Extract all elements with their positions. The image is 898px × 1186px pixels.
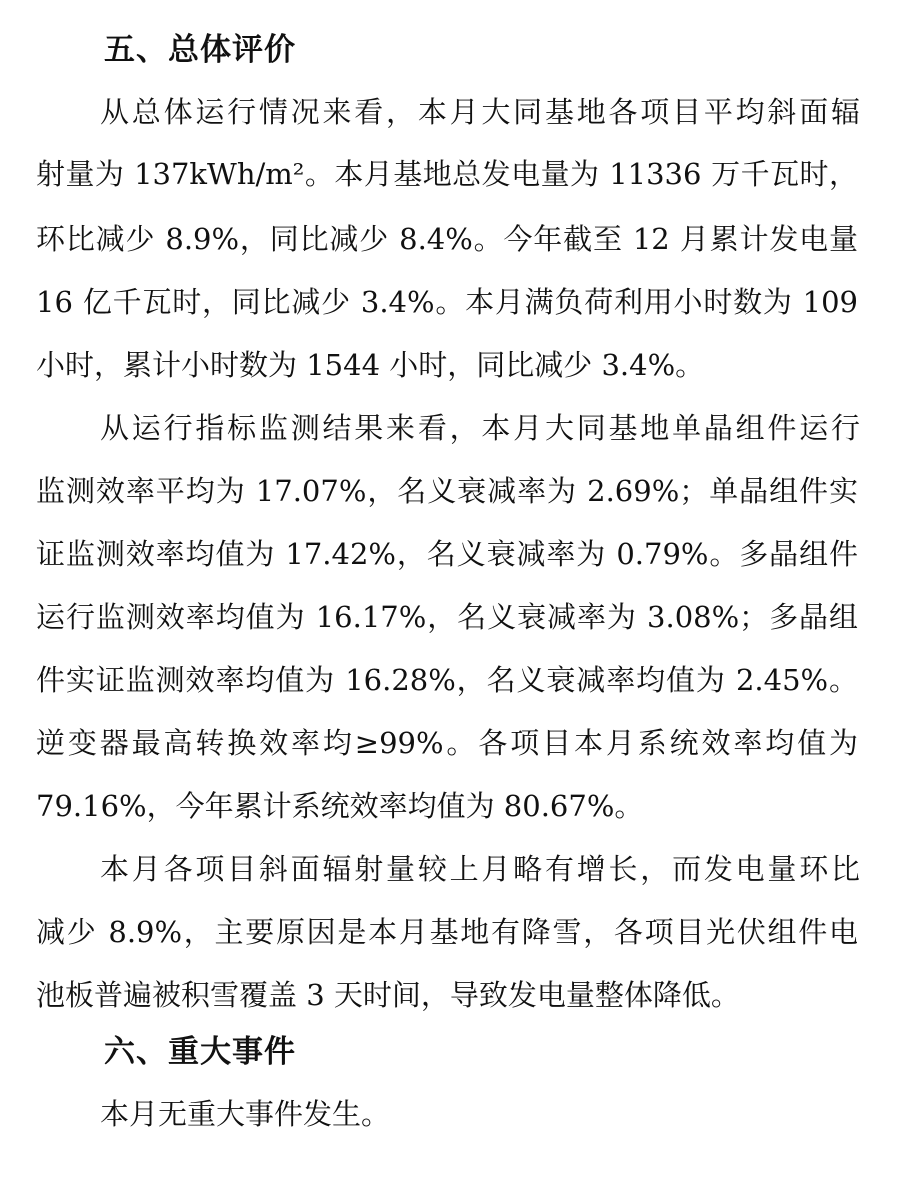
paragraph-line: 从运行指标监测结果来看，本月大同基地单晶组件运行: [100, 411, 860, 445]
paragraph-line: 环比减少 8.9%，同比减少 8.4%。今年截至 12 月累计发电量: [36, 222, 858, 256]
section-heading-overall-evaluation: 五、总体评价: [104, 32, 296, 68]
paragraph-line: 射量为 137kWh/m²。本月基地总发电量为 11336 万千瓦时，: [36, 157, 858, 191]
paragraph-line: 79.16%，今年累计系统效率均值为 80.67%。: [36, 789, 644, 823]
paragraph-line: 减少 8.9%，主要原因是本月基地有降雪，各项目光伏组件电: [36, 915, 858, 949]
paragraph-line: 池板普遍被积雪覆盖 3 天时间，导致发电量整体降低。: [36, 978, 740, 1012]
paragraph-line: 16 亿千瓦时，同比减少 3.4%。本月满负荷利用小时数为 109: [36, 285, 858, 319]
paragraph-line: 小时，累计小时数为 1544 小时，同比减少 3.4%。: [36, 348, 705, 382]
paragraph-line: 证监测效率均值为 17.42%，名义衰减率为 0.79%。多晶组件: [36, 537, 858, 571]
section-heading-major-events: 六、重大事件: [104, 1034, 296, 1070]
paragraph-line: 监测效率平均为 17.07%，名义衰减率为 2.69%；单晶组件实: [36, 474, 858, 508]
paragraph-line: 从总体运行情况来看，本月大同基地各项目平均斜面辐: [100, 95, 860, 129]
paragraph-line: 件实证监测效率均值为 16.28%，名义衰减率均值为 2.45%。: [36, 663, 858, 697]
paragraph-line: 运行监测效率均值为 16.17%，名义衰减率为 3.08%；多晶组: [36, 600, 858, 634]
paragraph-line: 逆变器最高转换效率均≥99%。各项目本月系统效率均值为: [36, 726, 858, 760]
paragraph-line: 本月无重大事件发生。: [100, 1097, 391, 1131]
paragraph-line: 本月各项目斜面辐射量较上月略有增长，而发电量环比: [100, 852, 860, 886]
